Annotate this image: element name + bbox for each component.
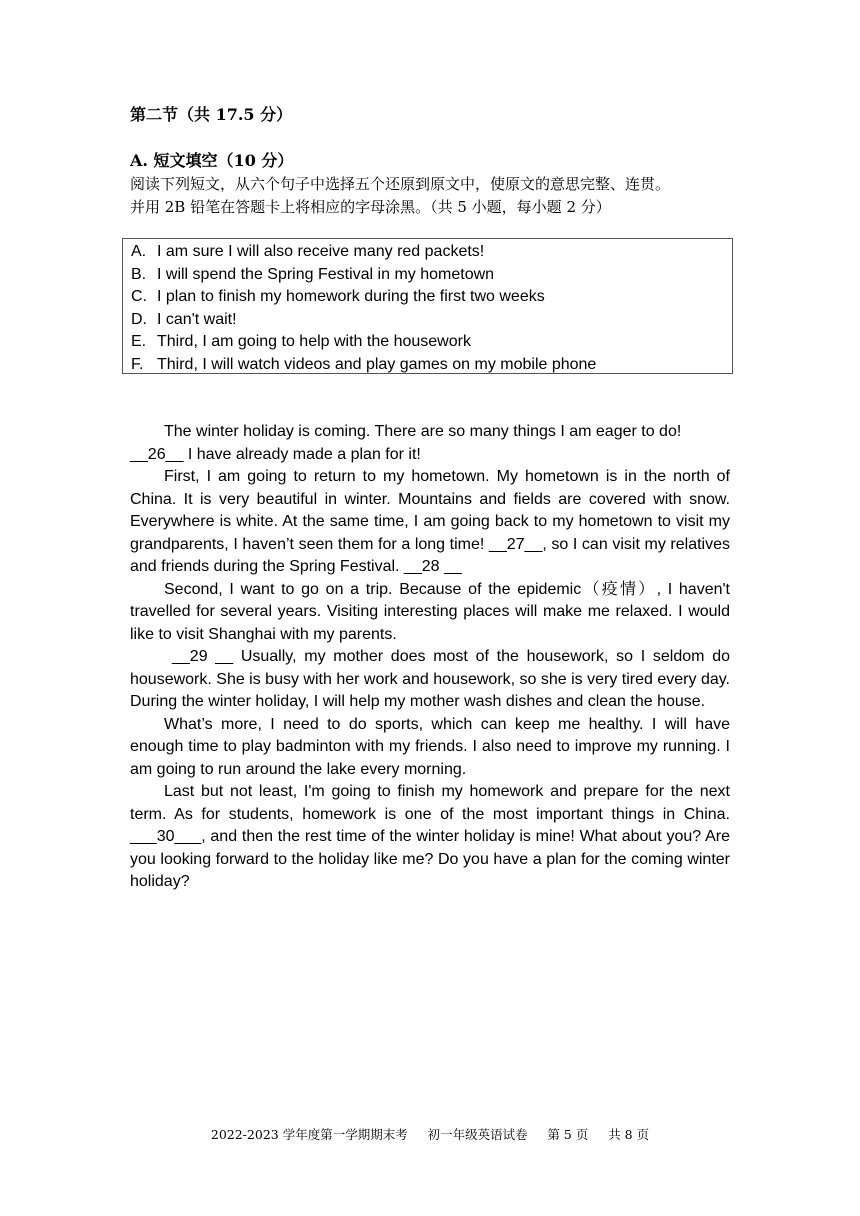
option-b [131,264,732,287]
passage-paragraph-1-blank: __26__ I have already made a plan for it! [130,445,421,463]
part-a-title: A. 短文填空（10 分） [130,151,294,170]
option-letter: B. [131,265,147,283]
passage [130,421,730,894]
instructions-line-1: 阅读下列短文，从六个句子中选择五个还原到原文中，使原文的意思完整、连贯。 [130,175,671,193]
option-text: I plan to finish my homework during the first two weeks [157,288,545,306]
passage-paragraph-1: The winter holiday is coming. There are so many things I am eager to do! [164,423,682,440]
section-title: 第二节（共 17.5 分） [130,105,293,124]
passage-paragraph-6: Last but not least, I'm going to finish my homework and prepare for the next term. As for students, homework is one of the most important things in China. ___30___, and then the rest time of the winter holiday is mine! What about you? Are you looking forward to the holiday like me? Do you have a plan for the coming winter holiday? [130,783,730,890]
option-text: I will spend the Spring Festival in my hometown [157,265,495,283]
passage-paragraph-3: Second, I want to go on a trip. Because of the epidemic（疫情）, I haven't travelled for several years. Visiting interesting places will make me relaxed. I would like to visit Shanghai with my parents. [130,580,730,643]
option-letter: D. [131,310,147,328]
options-box [122,238,733,374]
option-f [131,354,732,377]
option-letter: A. [131,243,147,260]
instructions [130,173,740,219]
option-e [131,331,732,354]
option-text: I can't wait! [157,310,237,328]
option-text: Third, I am going to help with the housework [157,333,471,351]
option-letter: F. [131,355,144,373]
instructions-line-2: 并用 2B 铅笔在答题卡上将相应的字母涂黑。（共 5 小题，每小题 2 分） [130,198,611,216]
passage-paragraph-2: First, I am going to return to my hometown. My hometown is in the north of China. It is very beautiful in winter. Mountains and fields are covered with snow. Everywhere is white. At the same time, I am going back to my hometown to visit my grandparents, I haven’t seen them for a long time! __27__, so I can visit my relatives and friends during the Spring Festival. __28 __ [130,468,730,575]
passage-paragraph-4: __29 __ Usually, my mother does most of the housework, so I seldom do housework. She is busy with her work and housework, so she is very tired every day. During the winter holiday, I will help my mother wash dishes and clean the house. [130,648,730,710]
option-text: Third, I will watch videos and play games on my mobile phone [157,355,597,373]
passage-paragraph-5: What’s more, I need to do sports, which can keep me healthy. I will have enough time to play badminton with my friends. I also need to improve my running. I am going to run around the lake every morning. [130,715,730,778]
option-text: I am sure I will also receive many red packets! [157,243,485,260]
option-letter: C. [131,288,147,306]
option-c [131,286,732,309]
page-footer: 2022-2023 学年度第一学期期末考 初一年级英语试卷 第 5 页 共 8 页 [210,1127,650,1142]
option-a [131,241,732,264]
option-letter: E. [131,333,147,351]
option-d [131,309,732,332]
